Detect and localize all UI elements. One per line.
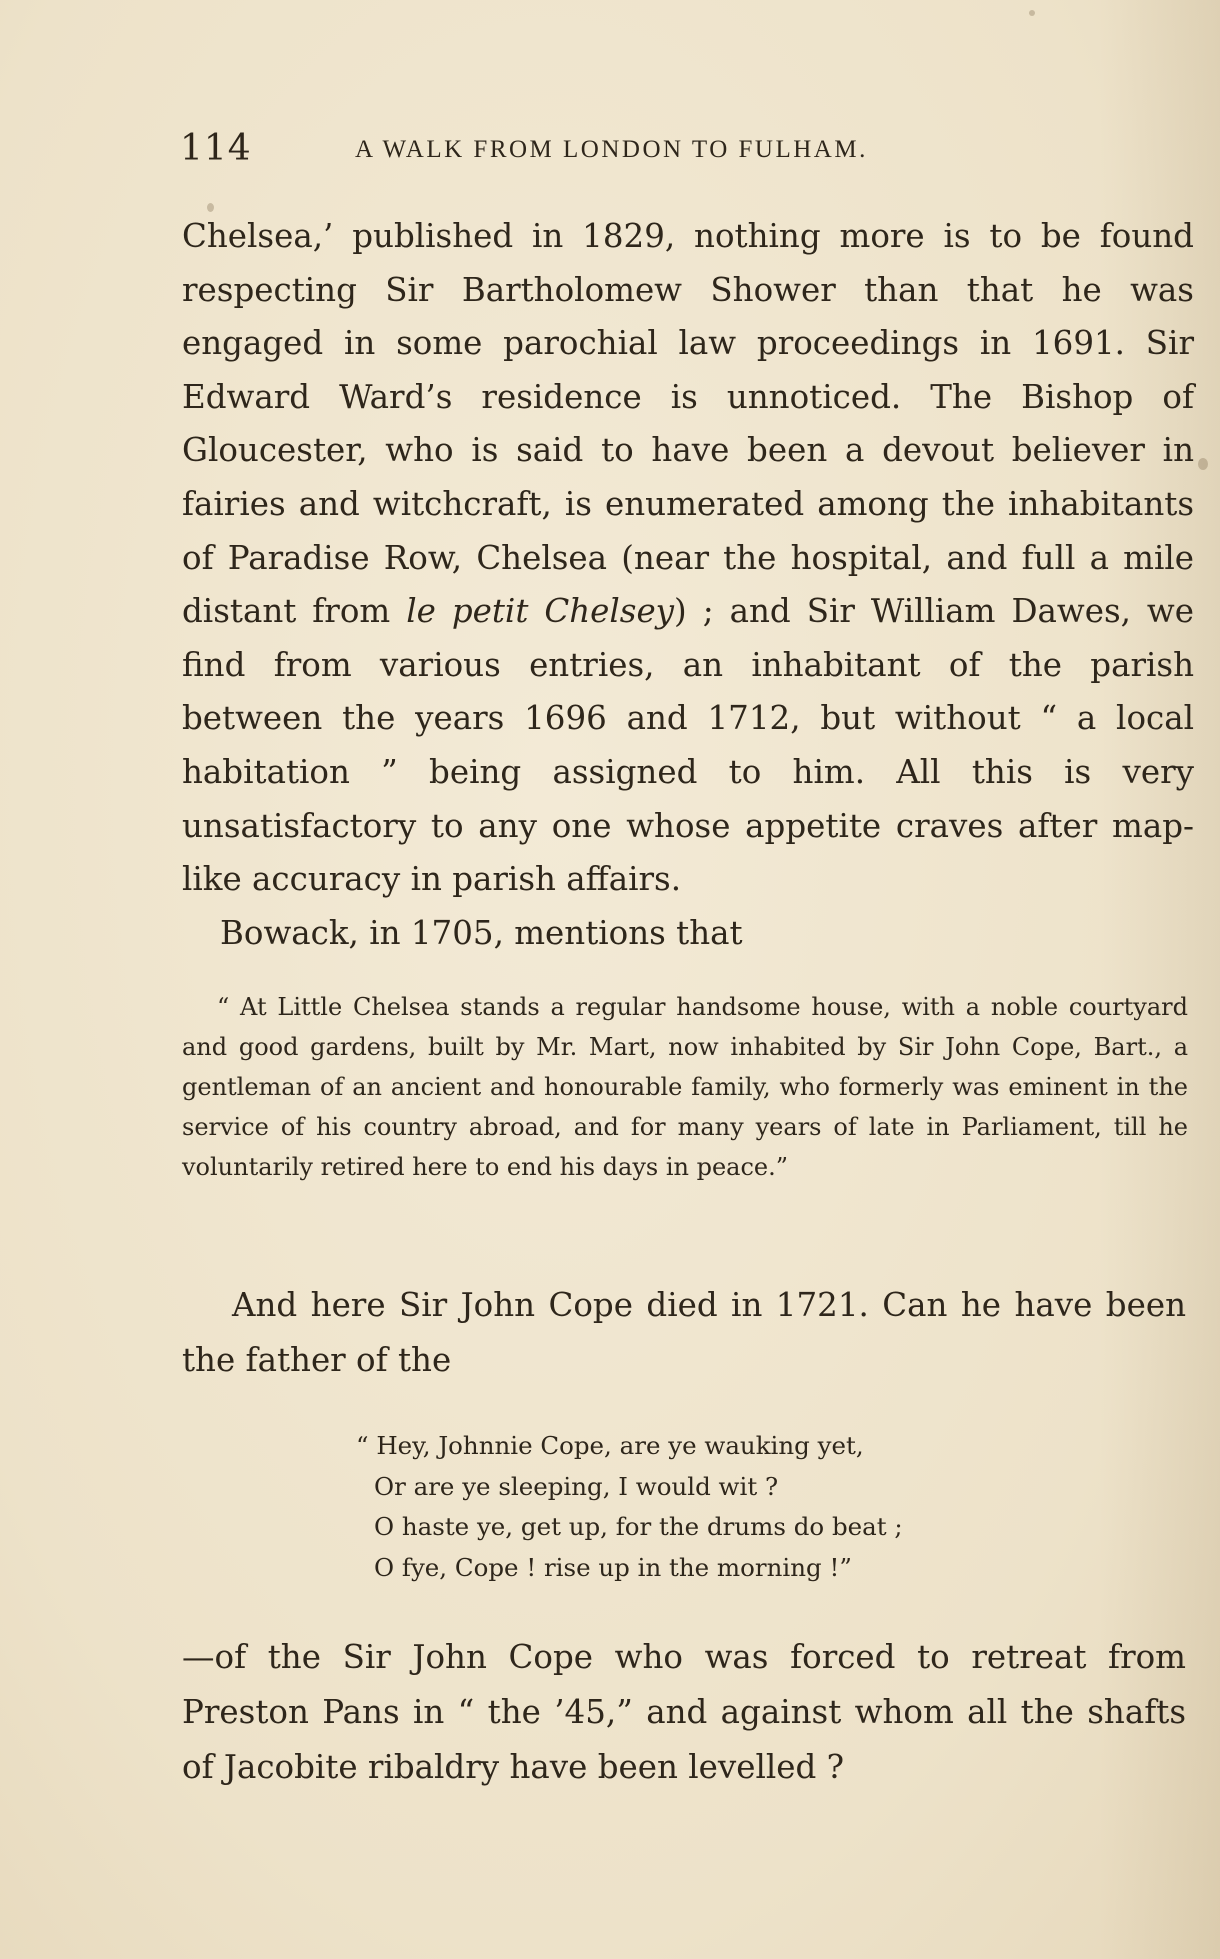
- block-quote: “ At Little Chelsea stands a regular handsome house, with a noble courtyard and good gardens, built by Mr. Mart, now inhabited by Sir John Cope, Bart., a gentleman of an ancient and honourable family, who formerly was eminent in the service of his country abroad, and for many years of late in Parliament, till he voluntarily retired here to end his days in peace.”: [182, 993, 1188, 1181]
- paragraph-1: [182, 210, 1194, 907]
- verse-line: O haste ye, get up, for the drums do beat ;: [374, 1512, 903, 1541]
- main-text: [182, 210, 1194, 960]
- paragraph-1-end: ) ; and Sir William Dawes, we find from various entries, an inhabitant of the parish between the years 1696 and 1712, but without “ a local habitation ” being assigned to him. All this is very unsatisfactory to any one whose appetite craves after map-like accuracy in parish affairs.: [182, 592, 1194, 899]
- paragraph-1-text: Chelsea,’ published in 1829, nothing more is to be found respecting Sir Bartholomew Shower than that he was engaged in some parochial law proceedings in 1691. Sir Edward Ward’s residence is unnoticed. The Bishop of Gloucester, who is said to have been a devout believer in fairies and witchcraft, is enumerated among the inhabitants of Paradise Row, Chelsea (near the hospital, and full a mile distant from: [182, 217, 1194, 631]
- paragraph-4: —of the Sir John Cope who was forced to retreat from Preston Pans in “ the ’45,” and against whom all the shafts of Jacobite ribaldry have been levelled ?: [182, 1638, 1186, 1786]
- verse-line: “ Hey, Johnnie Cope, are ye wauking yet,: [356, 1431, 864, 1460]
- page-number: 114: [180, 128, 252, 169]
- paper-blemish: [207, 203, 214, 212]
- verse-line: O fye, Cope ! rise up in the morning !”: [374, 1552, 852, 1582]
- paragraph-2: Bowack, in 1705, mentions that: [220, 913, 743, 952]
- paragraph-3: And here Sir John Cope died in 1721. Can he have been the father of the: [182, 1286, 1186, 1379]
- verse-line: Or are ye sleeping, I would wit ?: [374, 1471, 779, 1501]
- paper-blemish: [1029, 10, 1035, 16]
- page-header: [180, 128, 1020, 172]
- verse-quote: [356, 1426, 903, 1588]
- running-title: A WALK FROM LONDON TO FULHAM.: [355, 136, 868, 163]
- italic-phrase: le petit Chelsey: [406, 592, 675, 631]
- paper-blemish: [1198, 458, 1208, 470]
